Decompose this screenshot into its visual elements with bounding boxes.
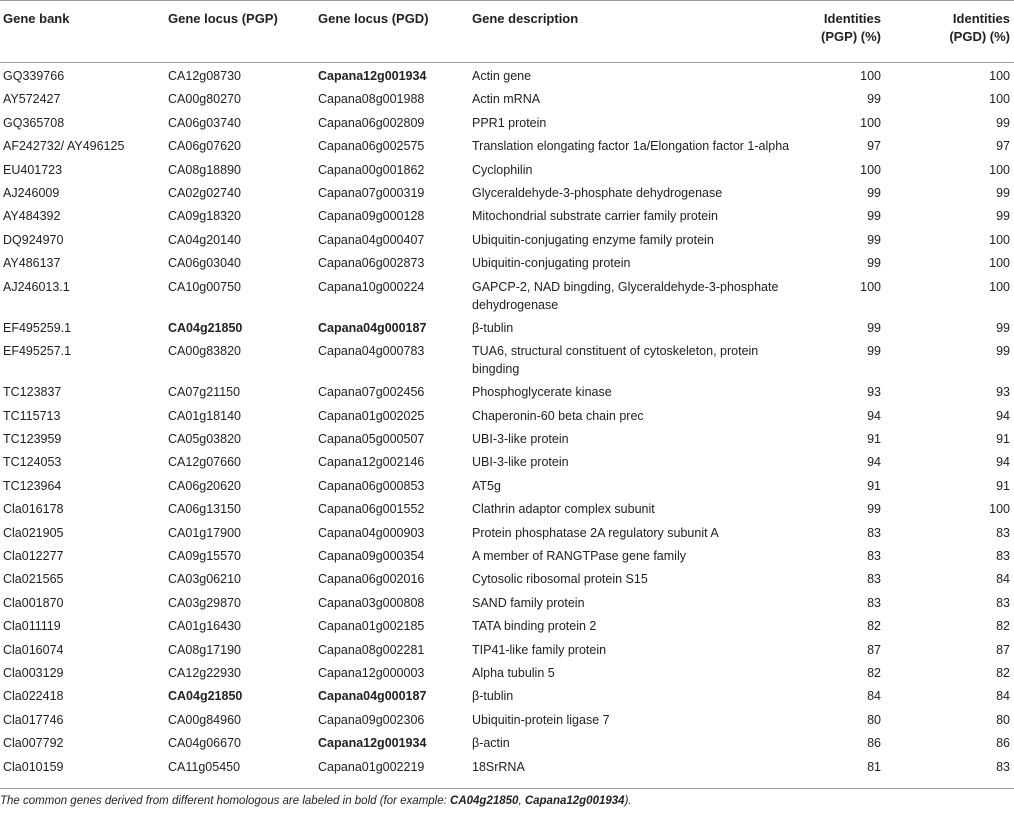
header-identities-pgd	[930, 10, 1010, 46]
cell-locus-pgd: Capana04g000187	[318, 320, 427, 335]
cell-locus-pgp: CA12g07660	[168, 455, 241, 470]
cell-gene-bank: TC123964	[3, 478, 62, 493]
cell-identities-pgd: 86	[996, 736, 1010, 751]
cell-identities-pgd: 82	[996, 619, 1010, 634]
cell-locus-pgp: CA01g18140	[168, 408, 241, 423]
cell-description: β-tublin	[472, 320, 514, 335]
cell-identities-pgp: 100	[860, 69, 881, 83]
cell-description: Protein phosphatase 2A regulatory subunit A	[472, 525, 719, 540]
table-row	[0, 316, 1014, 339]
cell-locus-pgd: Capana09g000128	[318, 209, 425, 224]
cell-identities-pgd: 100	[989, 256, 1010, 271]
cell-identities-pgd: 93	[996, 385, 1010, 400]
cell-identities-pgp: 100	[860, 162, 881, 177]
cell-gene-bank: GQ365708	[3, 115, 65, 130]
cell-description: PPR1 protein	[472, 115, 547, 130]
cell-description: TUA6, structural constituent of cytoskeleton, protein bingding	[472, 344, 759, 377]
cell-identities-pgd: 83	[996, 549, 1010, 564]
cell-locus-pgp: CA00g84960	[168, 712, 241, 727]
cell-identities-pgd: 100	[989, 162, 1010, 177]
cell-description: Alpha tubulin 5	[472, 665, 555, 680]
cell-gene-bank: DQ924970	[3, 232, 64, 247]
cell-identities-pgd: 80	[996, 712, 1010, 727]
cell-locus-pgp: CA04g21850	[168, 320, 243, 335]
cell-locus-pgd: Capana12g002146	[318, 455, 425, 470]
cell-description: Translation elongating factor 1a/Elongation factor 1-alpha	[472, 139, 790, 154]
cell-locus-pgd: Capana04g000187	[318, 689, 427, 704]
table-row	[0, 427, 1014, 450]
table-row	[0, 614, 1014, 637]
cell-locus-pgp: CA06g13150	[168, 502, 241, 517]
footnote-example-pgp: CA04g21850	[450, 795, 519, 807]
cell-description: Mitochondrial substrate carrier family protein	[472, 209, 718, 224]
header-description: Gene description	[472, 11, 579, 26]
cell-identities-pgp: 99	[867, 256, 881, 271]
cell-locus-pgd: Capana00g001862	[318, 162, 425, 177]
table-body	[0, 64, 1014, 778]
cell-locus-pgd: Capana04g000903	[318, 525, 425, 540]
cell-description: GAPCP-2, NAD bingding, Glyceraldehyde-3-phosphate dehydrogenase	[472, 279, 779, 312]
cell-locus-pgd: Capana05g000507	[318, 432, 425, 447]
cell-identities-pgd: 100	[989, 279, 1010, 294]
cell-description: AT5g	[472, 478, 501, 493]
table-row	[0, 111, 1014, 134]
table-row	[0, 731, 1014, 754]
cell-locus-pgp: CA00g80270	[168, 92, 241, 107]
cell-locus-pgd: Capana12g001934	[318, 736, 427, 751]
cell-description: β-actin	[472, 736, 510, 751]
cell-identities-pgp: 83	[867, 595, 881, 610]
table-footnote	[0, 795, 632, 807]
table-row	[0, 450, 1014, 473]
header-locus-pgp: Gene locus (PGP)	[168, 11, 278, 26]
cell-identities-pgp: 81	[867, 759, 881, 774]
cell-gene-bank: Cla017746	[3, 712, 64, 727]
header-locus-pgd: Gene locus (PGD)	[318, 11, 429, 26]
cell-gene-bank: Cla010159	[3, 759, 64, 774]
cell-identities-pgp: 87	[867, 642, 881, 657]
cell-identities-pgp: 99	[867, 92, 881, 107]
cell-gene-bank: TC115713	[3, 408, 61, 423]
table-row	[0, 638, 1014, 661]
cell-gene-bank: Cla022418	[3, 689, 64, 704]
header-identities-pgd-line2: (PGD) (%)	[949, 29, 1010, 44]
cell-locus-pgp: CA12g08730	[168, 69, 241, 83]
cell-identities-pgp: 99	[867, 320, 881, 335]
footnote-end: ).	[624, 795, 632, 807]
table-row	[0, 339, 1014, 380]
cell-locus-pgd: Capana06g001552	[318, 502, 425, 517]
cell-identities-pgp: 99	[867, 185, 881, 200]
cell-identities-pgp: 91	[867, 478, 881, 493]
cell-locus-pgd: Capana01g002025	[318, 408, 425, 423]
cell-identities-pgp: 84	[867, 689, 881, 704]
cell-locus-pgp: CA08g17190	[168, 642, 241, 657]
cell-identities-pgd: 82	[996, 665, 1010, 680]
cell-gene-bank: Cla016178	[3, 502, 64, 517]
cell-gene-bank: AJ246013.1	[3, 279, 70, 294]
cell-gene-bank: Cla007792	[3, 736, 64, 751]
cell-identities-pgd: 83	[996, 595, 1010, 610]
cell-locus-pgp: CA03g29870	[168, 595, 241, 610]
table-row	[0, 134, 1014, 157]
cell-description: Ubiquitin-conjugating protein	[472, 256, 631, 271]
bottom-rule	[0, 788, 1014, 789]
cell-identities-pgd: 99	[996, 115, 1010, 130]
cell-description: TIP41-like family protein	[472, 642, 607, 657]
cell-gene-bank: Cla012277	[3, 549, 64, 564]
cell-locus-pgp: CA01g16430	[168, 619, 241, 634]
cell-locus-pgd: Capana09g002306	[318, 712, 425, 727]
cell-gene-bank: Cla001870	[3, 595, 64, 610]
cell-identities-pgd: 99	[996, 344, 1010, 359]
cell-locus-pgp: CA02g02740	[168, 185, 241, 200]
cell-identities-pgd: 100	[989, 92, 1010, 107]
header-rule	[0, 62, 1014, 63]
table-row	[0, 158, 1014, 181]
table-row	[0, 87, 1014, 110]
table-row	[0, 521, 1014, 544]
cell-description: Clathrin adaptor complex subunit	[472, 502, 655, 517]
cell-identities-pgp: 99	[867, 502, 881, 517]
cell-locus-pgd: Capana08g001988	[318, 92, 425, 107]
table-row	[0, 251, 1014, 274]
cell-identities-pgp: 83	[867, 549, 881, 564]
cell-identities-pgp: 94	[867, 408, 881, 423]
cell-identities-pgp: 97	[867, 139, 881, 154]
cell-locus-pgp: CA08g18890	[168, 162, 241, 177]
cell-identities-pgd: 97	[996, 139, 1010, 154]
cell-gene-bank: EU401723	[3, 162, 63, 177]
cell-identities-pgp: 82	[867, 665, 881, 680]
cell-locus-pgd: Capana08g002281	[318, 642, 425, 657]
table-row	[0, 181, 1014, 204]
cell-description: A member of RANGTPase gene family	[472, 549, 686, 564]
table-row	[0, 474, 1014, 497]
cell-gene-bank: AY484392	[3, 209, 61, 224]
cell-locus-pgp: CA09g15570	[168, 549, 241, 564]
cell-locus-pgd: Capana07g000319	[318, 185, 425, 200]
cell-identities-pgp: 99	[867, 209, 881, 224]
cell-locus-pgp: CA00g83820	[168, 344, 241, 359]
cell-description: 18SrRNA	[472, 759, 525, 774]
cell-description: TATA binding protein 2	[472, 619, 597, 634]
cell-locus-pgp: CA12g22930	[168, 665, 241, 680]
table-row	[0, 567, 1014, 590]
cell-locus-pgp: CA11g05450	[168, 759, 241, 774]
table-row	[0, 684, 1014, 707]
cell-identities-pgp: 80	[867, 712, 881, 727]
cell-gene-bank: Cla011119	[3, 619, 61, 634]
cell-description: Cytosolic ribosomal protein S15	[472, 572, 648, 587]
table-row	[0, 204, 1014, 227]
cell-identities-pgd: 83	[996, 525, 1010, 540]
cell-locus-pgp: CA04g06670	[168, 736, 241, 751]
header-identities-pgp	[801, 10, 881, 46]
table-row	[0, 544, 1014, 567]
cell-locus-pgd: Capana09g000354	[318, 549, 425, 564]
cell-gene-bank: AY486137	[3, 256, 61, 271]
cell-locus-pgd: Capana04g000783	[318, 344, 425, 359]
cell-locus-pgd: Capana07g002456	[318, 385, 425, 400]
cell-locus-pgd: Capana10g000224	[318, 279, 425, 294]
header-identities-pgd-line1: Identities	[952, 11, 1010, 26]
cell-locus-pgp: CA03g06210	[168, 572, 241, 587]
cell-identities-pgd: 99	[996, 185, 1010, 200]
cell-description: Glyceraldehyde-3-phosphate dehydrogenase	[472, 185, 723, 200]
cell-identities-pgd: 91	[996, 432, 1010, 447]
header-identities-pgp-line2: (PGP) (%)	[821, 29, 881, 44]
cell-identities-pgp: 94	[867, 455, 881, 470]
cell-locus-pgp: CA07g21150	[168, 385, 241, 400]
cell-description: Chaperonin-60 beta chain prec	[472, 408, 644, 423]
cell-identities-pgd: 100	[989, 232, 1010, 247]
cell-locus-pgp: CA09g18320	[168, 209, 241, 224]
cell-identities-pgd: 99	[996, 209, 1010, 224]
cell-description: Ubiquitin-conjugating enzyme family protein	[472, 232, 714, 247]
cell-identities-pgd: 91	[996, 478, 1010, 493]
cell-locus-pgd: Capana01g002219	[318, 759, 425, 774]
cell-gene-bank: TC123837	[3, 385, 62, 400]
cell-locus-pgd: Capana12g000003	[318, 665, 425, 680]
table-row	[0, 708, 1014, 731]
cell-locus-pgp: CA06g03040	[168, 256, 241, 271]
table-row	[0, 275, 1014, 316]
cell-identities-pgd: 94	[996, 455, 1010, 470]
cell-gene-bank: Cla016074	[3, 642, 64, 657]
cell-identities-pgp: 100	[860, 115, 881, 130]
cell-description: SAND family protein	[472, 595, 585, 610]
cell-gene-bank: GQ339766	[3, 69, 65, 83]
cell-gene-bank: TC123959	[3, 432, 62, 447]
cell-gene-bank: Cla021565	[3, 572, 64, 587]
table-row	[0, 228, 1014, 251]
cell-locus-pgd: Capana06g002575	[318, 139, 425, 154]
cell-locus-pgp: CA06g03740	[168, 115, 241, 130]
cell-identities-pgp: 82	[867, 619, 881, 634]
table-row	[0, 380, 1014, 403]
cell-identities-pgp: 100	[860, 279, 881, 294]
cell-identities-pgp: 99	[867, 232, 881, 247]
cell-identities-pgd: 100	[989, 502, 1010, 517]
header-gene-bank: Gene bank	[3, 11, 70, 26]
cell-identities-pgp: 91	[867, 432, 881, 447]
footnote-separator: ,	[518, 795, 525, 807]
cell-description: Cyclophilin	[472, 162, 533, 177]
cell-identities-pgd: 99	[996, 320, 1010, 335]
table-row	[0, 661, 1014, 684]
cell-locus-pgd: Capana06g000853	[318, 478, 425, 493]
cell-locus-pgp: CA06g20620	[168, 478, 241, 493]
cell-locus-pgd: Capana01g002185	[318, 619, 425, 634]
cell-gene-bank: AY572427	[3, 92, 61, 107]
cell-locus-pgp: CA06g07620	[168, 139, 241, 154]
cell-gene-bank: Cla021905	[3, 525, 64, 540]
cell-identities-pgd: 94	[996, 408, 1010, 423]
cell-gene-bank: AJ246009	[3, 185, 60, 200]
footnote-example-pgd: Capana12g001934	[524, 795, 625, 807]
cell-identities-pgd: 84	[996, 689, 1010, 704]
cell-locus-pgd: Capana06g002016	[318, 572, 425, 587]
table-row	[0, 755, 1014, 778]
cell-gene-bank: AF242732/ AY496125	[3, 139, 125, 154]
cell-locus-pgd: Capana06g002873	[318, 256, 425, 271]
cell-locus-pgd: Capana12g001934	[318, 69, 427, 83]
cell-gene-bank: Cla003129	[3, 665, 64, 680]
cell-description: Actin gene	[472, 69, 532, 83]
cell-description: β-tublin	[472, 689, 514, 704]
cell-locus-pgp: CA01g17900	[168, 525, 241, 540]
cell-description: UBI-3-like protein	[472, 455, 569, 470]
cell-identities-pgp: 83	[867, 525, 881, 540]
table-row	[0, 591, 1014, 614]
cell-identities-pgd: 87	[996, 642, 1010, 657]
cell-description: UBI-3-like protein	[472, 432, 569, 447]
cell-identities-pgd: 83	[996, 759, 1010, 774]
cell-identities-pgd: 100	[989, 69, 1010, 83]
cell-locus-pgp: CA05g03820	[168, 432, 241, 447]
cell-gene-bank: TC124053	[3, 455, 62, 470]
cell-identities-pgp: 99	[867, 344, 881, 359]
cell-locus-pgp: CA04g21850	[168, 689, 243, 704]
cell-gene-bank: EF495257.1	[3, 344, 72, 359]
table-header	[0, 0, 1014, 62]
cell-description: Phosphoglycerate kinase	[472, 385, 612, 400]
table-row	[0, 64, 1014, 87]
cell-gene-bank: EF495259.1	[3, 320, 72, 335]
cell-locus-pgp: CA04g20140	[168, 232, 241, 247]
table-row	[0, 497, 1014, 520]
cell-identities-pgd: 84	[996, 572, 1010, 587]
header-identities-pgp-line1: Identities	[823, 11, 881, 26]
cell-identities-pgp: 86	[867, 736, 881, 751]
footnote-text: The common genes derived from different homologous are labeled in bold (for example:	[0, 795, 451, 807]
cell-locus-pgp: CA10g00750	[168, 279, 241, 294]
cell-description: Actin mRNA	[472, 92, 541, 107]
cell-locus-pgd: Capana03g000808	[318, 595, 425, 610]
cell-locus-pgd: Capana06g002809	[318, 115, 425, 130]
table-row	[0, 404, 1014, 427]
cell-identities-pgp: 93	[867, 385, 881, 400]
cell-description: Ubiquitin-protein ligase 7	[472, 712, 610, 727]
cell-locus-pgd: Capana04g000407	[318, 232, 425, 247]
cell-identities-pgp: 83	[867, 572, 881, 587]
